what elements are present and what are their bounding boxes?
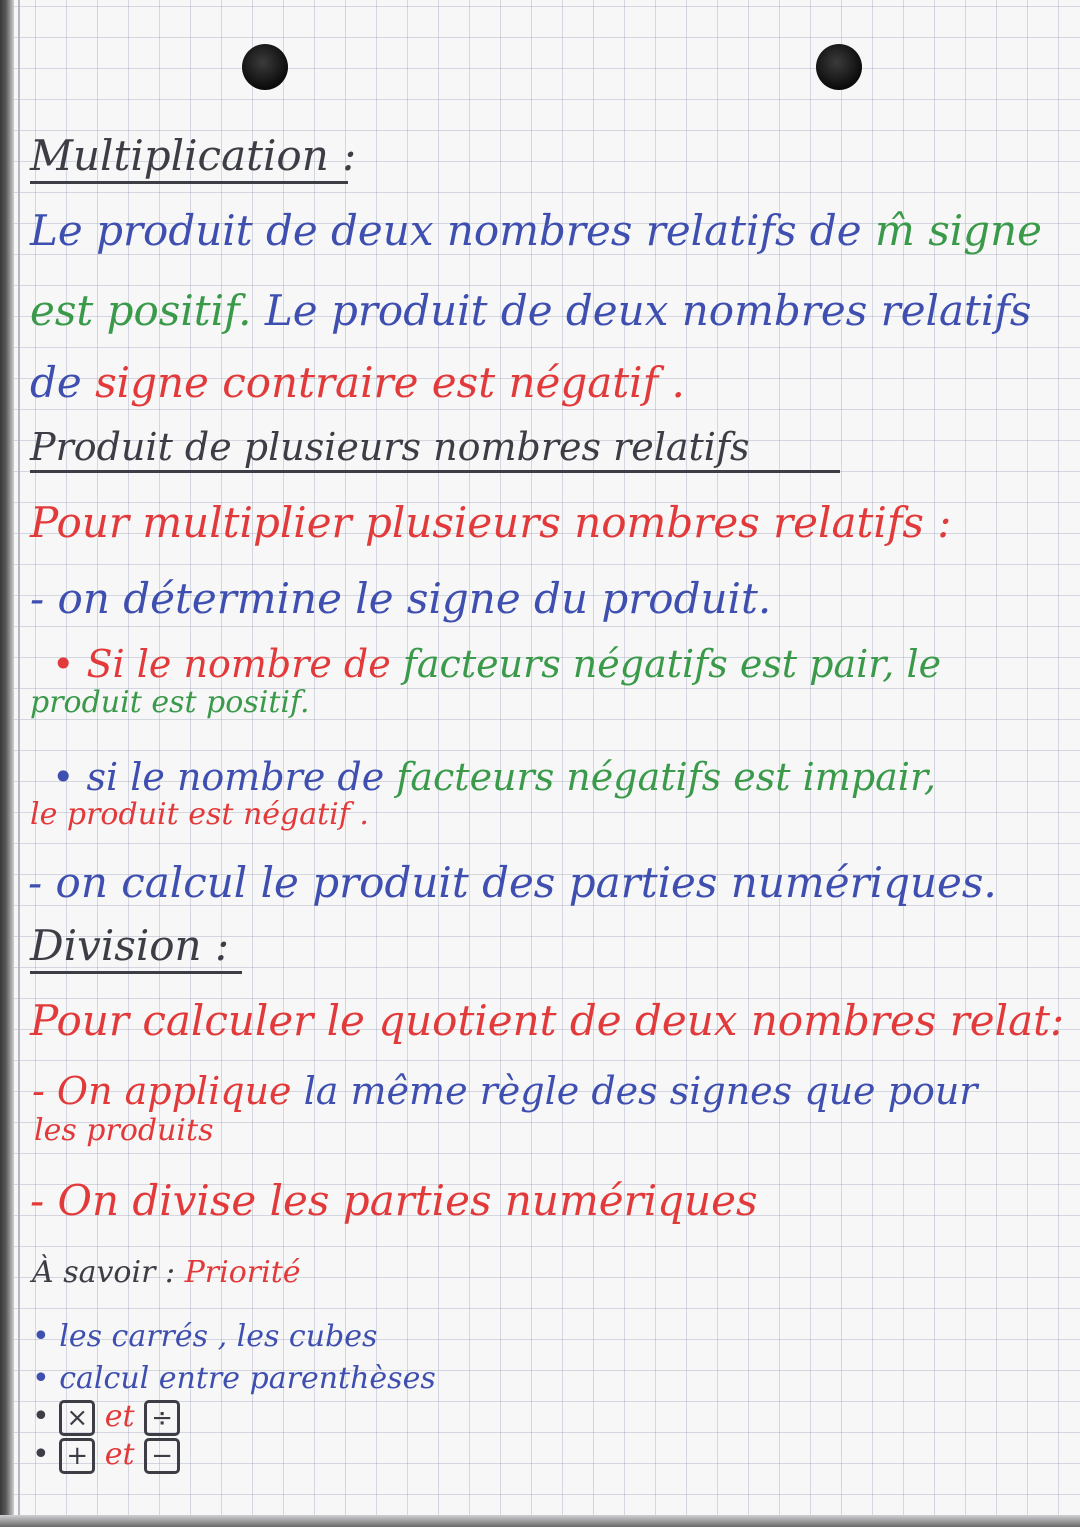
margin-line: [18, 0, 20, 1527]
bullet: •: [32, 1399, 60, 1434]
page-bottom-edge: [0, 1515, 1080, 1527]
pair-rule-text: facteurs négatifs est pair, le: [402, 642, 942, 686]
divide-icon: ÷: [144, 1400, 180, 1436]
rule-text-positive: est positif.: [30, 286, 252, 335]
rule-text-negative: signe contraire est négatif .: [95, 358, 685, 407]
produit-step-1: - on détermine le signe du produit.: [30, 574, 772, 623]
priority-item-4: [32, 1438, 180, 1474]
rule-text: de: [30, 358, 82, 407]
pair-rule-line-1: [52, 642, 942, 686]
priority-item-1: [32, 1319, 378, 1354]
a-savoir-title: Priorité: [184, 1255, 301, 1290]
produit-intro: Pour multiplier plusieurs nombres relatifs :: [30, 498, 952, 547]
rule-text: Le produit de deux nombres relatifs de: [30, 206, 862, 255]
plus-icon: +: [59, 1438, 95, 1474]
bullet: •: [32, 1437, 60, 1472]
priority-text: les carrés , les cubes: [59, 1319, 378, 1354]
multiplication-rule-line-1: [30, 206, 1042, 255]
impair-rule-text: • si le nombre de: [52, 755, 385, 799]
impair-rule-line-2: le produit est négatif .: [30, 797, 369, 832]
division-step-text: la même règle des signes que pour: [303, 1069, 978, 1113]
pair-rule-line-2: produit est positif.: [30, 685, 310, 720]
multiply-icon: ×: [59, 1400, 95, 1436]
division-intro: Pour calculer le quotient de deux nombres relat:: [30, 996, 1065, 1045]
priority-item-2: [32, 1361, 436, 1396]
produit-step-2: - on calcul le produit des parties numériques.: [28, 858, 997, 907]
punch-hole-right: [816, 44, 862, 90]
priority-item-3: [32, 1400, 180, 1436]
punch-hole-left: [242, 44, 288, 90]
heading-division: Division :: [30, 925, 242, 974]
bullet: •: [32, 1361, 60, 1396]
division-step-1-line-1: [32, 1069, 978, 1113]
division-step-2: - On divise les parties numériques: [30, 1176, 758, 1225]
priority-et: et: [104, 1399, 135, 1434]
multiplication-rule-line-2: [30, 286, 1032, 335]
heading-produit-plusieurs: Produit de plusieurs nombres relatifs: [30, 428, 840, 473]
minus-icon: −: [144, 1438, 180, 1474]
impair-rule-line-1: [52, 755, 937, 799]
division-step-text: - On applique: [32, 1069, 292, 1113]
rule-text-sign: m̂ signe: [875, 206, 1042, 255]
priority-et: et: [104, 1437, 135, 1472]
rule-text: Le produit de deux nombres relatifs: [264, 286, 1032, 335]
multiplication-rule-line-3: [30, 358, 685, 407]
impair-rule-text: facteurs négatifs est impair,: [396, 755, 937, 799]
heading-multiplication: Multiplication :: [30, 135, 348, 184]
pair-rule-text: • Si le nombre de: [52, 642, 391, 686]
priority-text: calcul entre parenthèses: [59, 1361, 436, 1396]
bullet: •: [32, 1319, 60, 1354]
division-step-1-line-2: les produits: [34, 1113, 214, 1148]
page-left-edge: [0, 0, 14, 1527]
a-savoir-line: [32, 1255, 301, 1290]
a-savoir-label: À savoir :: [32, 1255, 176, 1290]
